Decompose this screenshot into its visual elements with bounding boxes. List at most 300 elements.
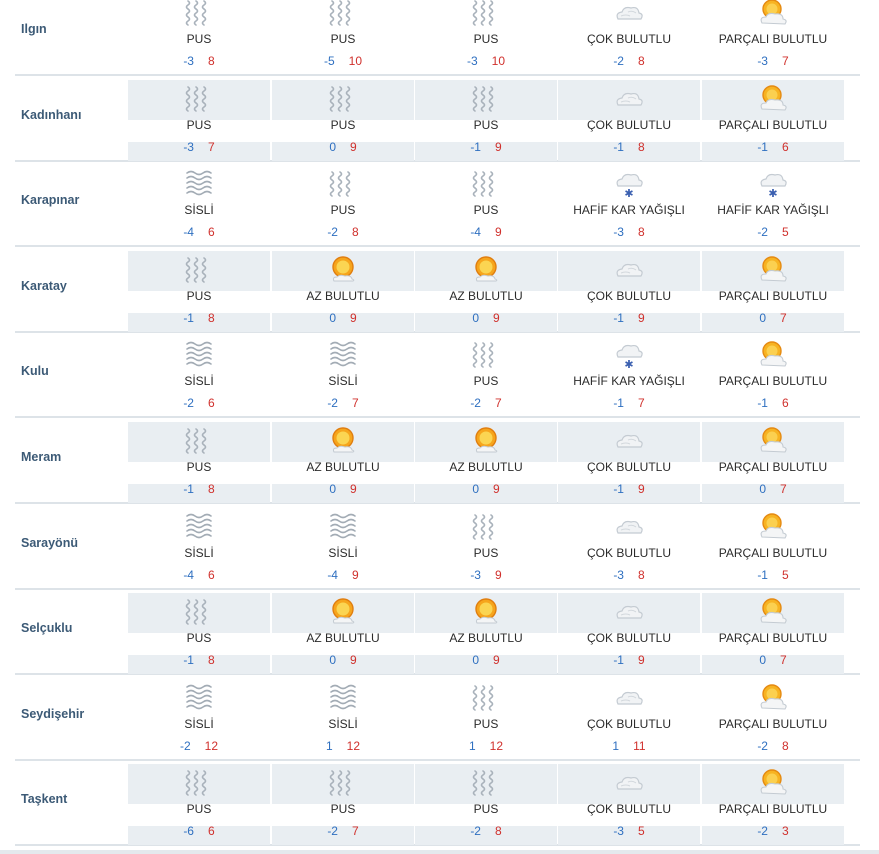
cloudy-icon xyxy=(612,0,646,27)
temperature-range xyxy=(558,482,700,496)
temperature-range xyxy=(272,396,414,410)
max-temp: 8 xyxy=(637,225,645,240)
max-temp: 7 xyxy=(781,54,789,68)
min-temp: -2 xyxy=(613,54,624,68)
min-temp: -2 xyxy=(757,225,768,240)
min-temp: -4 xyxy=(327,567,338,582)
forecast-day-cell xyxy=(272,336,414,418)
mist-icon xyxy=(469,0,503,27)
fog-icon xyxy=(182,682,216,712)
max-temp: 5 xyxy=(781,567,789,582)
city-row xyxy=(15,251,860,333)
city-row xyxy=(15,764,860,846)
temperature-range xyxy=(128,140,270,154)
forecast-day-cell xyxy=(272,165,414,247)
city-name: Karatay xyxy=(21,278,67,293)
condition-label: PUS xyxy=(473,716,499,731)
max-temp: 7 xyxy=(207,139,215,154)
condition-label: PUS xyxy=(473,802,499,817)
table-bottom-border xyxy=(0,850,879,854)
max-temp: 9 xyxy=(637,653,645,668)
forecast-day-cell xyxy=(272,251,414,333)
mist-icon xyxy=(469,682,503,712)
temperature-range xyxy=(272,568,414,582)
partly-cloudy-icon xyxy=(756,83,790,113)
temperature-range xyxy=(272,824,414,838)
forecast-day-cell xyxy=(702,165,844,247)
condition-label: PUS xyxy=(473,117,499,132)
temperature-range xyxy=(128,54,270,68)
max-temp: 8 xyxy=(207,310,215,325)
condition-label: SİSLİ xyxy=(328,545,358,560)
min-temp: -2 xyxy=(327,824,338,839)
mist-icon xyxy=(182,767,216,797)
max-temp: 8 xyxy=(207,54,215,68)
city-row xyxy=(15,422,860,504)
max-temp: 9 xyxy=(494,567,502,582)
forecast-day-cell xyxy=(272,422,414,504)
max-temp: 7 xyxy=(780,482,787,496)
condition-label: PARÇALI BULUTLU xyxy=(718,716,828,731)
min-temp: -2 xyxy=(470,824,481,839)
temperature-range xyxy=(558,739,700,753)
temperature-range xyxy=(415,140,557,154)
temperature-range xyxy=(702,140,844,154)
condition-label: ÇOK BULUTLU xyxy=(586,716,672,731)
temperature-range xyxy=(128,739,270,753)
max-temp: 8 xyxy=(207,482,215,496)
forecast-day-cell xyxy=(128,165,270,247)
condition-label: ÇOK BULUTLU xyxy=(586,802,672,817)
cloudy-icon xyxy=(612,682,646,712)
max-temp: 6 xyxy=(781,396,789,411)
forecast-day-cell xyxy=(128,336,270,418)
max-temp: 8 xyxy=(637,139,645,154)
temperature-range xyxy=(702,225,844,239)
mist-icon xyxy=(182,596,216,626)
forecast-day-cell xyxy=(415,508,557,590)
max-temp: 6 xyxy=(207,824,215,839)
condition-label: SİSLİ xyxy=(328,716,358,731)
min-temp: -3 xyxy=(757,54,768,68)
temperature-range xyxy=(558,653,700,667)
min-temp: -1 xyxy=(613,396,624,411)
min-temp: 0 xyxy=(759,310,766,325)
temperature-range xyxy=(272,54,414,68)
temperature-range xyxy=(702,482,844,496)
temperature-range xyxy=(415,482,557,496)
max-temp: 9 xyxy=(351,567,359,582)
condition-label: PUS xyxy=(186,117,212,132)
temperature-range xyxy=(128,311,270,325)
min-temp: -3 xyxy=(183,139,194,154)
temperature-range xyxy=(415,824,557,838)
city-name: Kulu xyxy=(21,364,49,379)
min-temp: -6 xyxy=(183,824,194,839)
temperature-range xyxy=(272,140,414,154)
max-temp: 12 xyxy=(204,738,219,753)
max-temp: 7 xyxy=(351,396,359,411)
fog-icon xyxy=(182,168,216,198)
mist-icon xyxy=(182,254,216,284)
forecast-day-cell xyxy=(558,251,700,333)
min-temp: 0 xyxy=(472,482,479,496)
forecast-day-cell xyxy=(272,593,414,675)
max-temp: 8 xyxy=(781,738,789,753)
temperature-range xyxy=(702,824,844,838)
temperature-range xyxy=(702,311,844,325)
temperature-range xyxy=(415,396,557,410)
temperature-range xyxy=(558,824,700,838)
condition-label: PARÇALI BULUTLU xyxy=(718,802,828,817)
min-temp: -1 xyxy=(470,139,481,154)
condition-label: PARÇALI BULUTLU xyxy=(718,117,828,132)
max-temp: 10 xyxy=(491,54,506,68)
forecast-day-cell xyxy=(415,251,557,333)
max-temp: 9 xyxy=(493,482,500,496)
min-temp: -2 xyxy=(470,396,481,411)
light-snow-icon xyxy=(756,168,790,198)
condition-label: PUS xyxy=(186,32,212,46)
min-temp: -1 xyxy=(613,310,624,325)
min-temp: -1 xyxy=(757,139,768,154)
temperature-range xyxy=(128,396,270,410)
max-temp: 3 xyxy=(781,824,789,839)
cloudy-icon xyxy=(612,254,646,284)
partly-cloudy-icon xyxy=(756,596,790,626)
forecast-day-cell xyxy=(702,508,844,590)
condition-label: PARÇALI BULUTLU xyxy=(718,631,828,646)
condition-label: HAFİF KAR YAĞIŞLI xyxy=(573,203,685,218)
condition-label: PUS xyxy=(330,32,356,46)
max-temp: 8 xyxy=(637,54,645,68)
mist-icon xyxy=(326,168,360,198)
forecast-day-cell xyxy=(128,679,270,761)
condition-label: PARÇALI BULUTLU xyxy=(718,288,828,303)
max-temp: 7 xyxy=(637,396,645,411)
forecast-day-cell xyxy=(415,679,557,761)
max-temp: 7 xyxy=(494,396,502,411)
temperature-range xyxy=(272,739,414,753)
mist-icon xyxy=(326,83,360,113)
min-temp: -4 xyxy=(183,567,194,582)
partly-cloudy-icon xyxy=(756,254,790,284)
condition-label: HAFİF KAR YAĞIŞLI xyxy=(717,203,829,218)
light-snow-icon xyxy=(612,168,646,198)
forecast-day-cell xyxy=(415,336,557,418)
condition-label: AZ BULUTLU xyxy=(306,460,380,474)
forecast-day-cell xyxy=(415,80,557,162)
cloudy-icon xyxy=(612,511,646,541)
condition-label: AZ BULUTLU xyxy=(306,631,380,646)
temperature-range xyxy=(702,739,844,753)
forecast-day-cell xyxy=(128,0,270,76)
forecast-day-cell xyxy=(415,593,557,675)
condition-label: PARÇALI BULUTLU xyxy=(718,32,828,46)
condition-label: PUS xyxy=(473,374,499,389)
min-temp: -3 xyxy=(613,225,624,240)
condition-label: HAFİF KAR YAĞIŞLI xyxy=(573,374,685,389)
forecast-day-cell xyxy=(558,165,700,247)
condition-label: PUS xyxy=(330,203,356,218)
max-temp: 7 xyxy=(780,653,787,668)
fog-icon xyxy=(326,682,360,712)
temperature-range xyxy=(558,54,700,68)
condition-label: PUS xyxy=(473,203,499,218)
forecast-day-cell xyxy=(558,0,700,76)
forecast-day-cell xyxy=(558,80,700,162)
mist-icon xyxy=(469,83,503,113)
min-temp: -1 xyxy=(183,310,194,325)
max-temp: 7 xyxy=(351,824,359,839)
condition-label: PUS xyxy=(186,631,212,646)
light-snow-icon xyxy=(612,339,646,369)
min-temp: 0 xyxy=(329,653,336,668)
min-temp: -3 xyxy=(466,54,478,68)
min-temp: -1 xyxy=(183,482,194,496)
condition-label: PUS xyxy=(186,288,212,303)
max-temp: 6 xyxy=(781,139,789,154)
min-temp: -4 xyxy=(183,225,194,240)
city-name: Karapınar xyxy=(21,193,80,208)
max-temp: 9 xyxy=(637,482,645,496)
condition-label: PUS xyxy=(330,802,356,817)
temperature-range xyxy=(702,54,844,68)
city-name: Sarayönü xyxy=(21,535,78,550)
temperature-range xyxy=(702,653,844,667)
temperature-range xyxy=(128,824,270,838)
forecast-day-cell xyxy=(128,422,270,504)
temperature-range xyxy=(128,653,270,667)
forecast-day-cell xyxy=(702,422,844,504)
mist-icon xyxy=(326,767,360,797)
temperature-range xyxy=(128,225,270,239)
city-row xyxy=(15,0,860,76)
condition-label: AZ BULUTLU xyxy=(449,460,523,474)
condition-label: PUS xyxy=(330,117,356,132)
temperature-range xyxy=(558,396,700,410)
forecast-day-cell xyxy=(272,508,414,590)
min-temp: -5 xyxy=(323,54,335,68)
mist-icon xyxy=(182,0,216,27)
mist-icon xyxy=(469,511,503,541)
mist-icon xyxy=(182,425,216,455)
min-temp: -2 xyxy=(327,225,338,240)
max-temp: 9 xyxy=(493,310,500,325)
max-temp: 9 xyxy=(350,139,357,154)
min-temp: -1 xyxy=(757,396,768,411)
partly-cloudy-icon xyxy=(756,0,790,27)
temperature-range xyxy=(415,311,557,325)
mostly-sunny-icon xyxy=(326,596,360,626)
temperature-range xyxy=(415,54,557,68)
condition-label: PUS xyxy=(473,32,499,46)
svg-text:✱: ✱ xyxy=(624,358,634,370)
mostly-sunny-icon xyxy=(326,425,360,455)
mist-icon xyxy=(326,0,360,27)
max-temp: 6 xyxy=(207,396,215,411)
temperature-range xyxy=(415,739,557,753)
temperature-range xyxy=(558,225,700,239)
min-temp: -2 xyxy=(183,396,194,411)
city-name: Taşkent xyxy=(21,792,68,807)
forecast-day-cell xyxy=(702,593,844,675)
city-name: Seydişehir xyxy=(21,706,85,721)
condition-label: AZ BULUTLU xyxy=(449,631,523,646)
condition-label: AZ BULUTLU xyxy=(449,288,523,303)
forecast-day-cell xyxy=(558,422,700,504)
city-row xyxy=(15,508,860,590)
fog-icon xyxy=(182,511,216,541)
forecast-day-cell xyxy=(415,422,557,504)
temperature-range xyxy=(272,311,414,325)
condition-label: ÇOK BULUTLU xyxy=(586,32,672,46)
mist-icon xyxy=(469,339,503,369)
condition-label: PARÇALI BULUTLU xyxy=(718,374,828,389)
temperature-range xyxy=(415,568,557,582)
city-row xyxy=(15,679,860,761)
condition-label: PUS xyxy=(186,460,212,474)
max-temp: 8 xyxy=(494,824,502,839)
max-temp: 12 xyxy=(346,738,361,753)
city-row xyxy=(15,165,860,247)
forecast-day-cell xyxy=(128,80,270,162)
max-temp: 8 xyxy=(207,653,215,668)
fog-icon xyxy=(326,511,360,541)
forecast-day-cell xyxy=(128,764,270,846)
min-temp: 0 xyxy=(472,310,479,325)
min-temp: 1 xyxy=(612,738,620,753)
max-temp: 9 xyxy=(493,653,500,668)
condition-label: PUS xyxy=(473,545,499,560)
min-temp: 0 xyxy=(472,653,479,668)
forecast-day-cell xyxy=(272,679,414,761)
forecast-day-cell xyxy=(558,679,700,761)
forecast-day-cell xyxy=(702,251,844,333)
temperature-range xyxy=(702,396,844,410)
min-temp: -2 xyxy=(179,738,191,753)
min-temp: -1 xyxy=(613,653,624,668)
forecast-day-cell xyxy=(558,508,700,590)
max-temp: 6 xyxy=(207,225,215,240)
forecast-day-cell xyxy=(702,0,844,76)
condition-label: ÇOK BULUTLU xyxy=(586,460,672,474)
forecast-day-cell xyxy=(272,80,414,162)
temperature-range xyxy=(415,225,557,239)
mist-icon xyxy=(182,83,216,113)
mist-icon xyxy=(469,767,503,797)
cloudy-icon xyxy=(612,83,646,113)
forecast-day-cell xyxy=(415,0,557,76)
min-temp: -1 xyxy=(183,653,194,668)
condition-label: PARÇALI BULUTLU xyxy=(718,545,828,560)
min-temp: -1 xyxy=(613,482,624,496)
min-temp: -3 xyxy=(470,567,481,582)
condition-label: AZ BULUTLU xyxy=(306,288,380,303)
svg-text:✱: ✱ xyxy=(624,187,634,199)
temperature-range xyxy=(558,568,700,582)
max-temp: 7 xyxy=(780,310,787,325)
forecast-day-cell xyxy=(415,764,557,846)
cloudy-icon xyxy=(612,425,646,455)
min-temp: 1 xyxy=(468,738,476,753)
min-temp: 0 xyxy=(759,653,766,668)
mostly-sunny-icon xyxy=(469,425,503,455)
max-temp: 9 xyxy=(637,310,645,325)
mostly-sunny-icon xyxy=(469,254,503,284)
max-temp: 8 xyxy=(351,225,359,240)
mostly-sunny-icon xyxy=(326,254,360,284)
min-temp: -4 xyxy=(470,225,481,240)
condition-label: SİSLİ xyxy=(184,203,214,218)
svg-text:✱: ✱ xyxy=(768,187,778,199)
condition-label: SİSLİ xyxy=(184,716,214,731)
max-temp: 12 xyxy=(489,738,504,753)
forecast-day-cell xyxy=(702,336,844,418)
forecast-day-cell xyxy=(128,508,270,590)
fog-icon xyxy=(326,339,360,369)
max-temp: 9 xyxy=(350,310,357,325)
min-temp: -3 xyxy=(183,54,194,68)
forecast-day-cell xyxy=(702,764,844,846)
condition-label: SİSLİ xyxy=(184,545,214,560)
temperature-range xyxy=(558,140,700,154)
temperature-range xyxy=(415,653,557,667)
forecast-day-cell xyxy=(272,0,414,76)
min-temp: -2 xyxy=(327,396,338,411)
forecast-day-cell xyxy=(128,251,270,333)
min-temp: 0 xyxy=(329,139,336,154)
min-temp: -3 xyxy=(613,824,624,839)
forecast-day-cell xyxy=(702,80,844,162)
max-temp: 5 xyxy=(781,225,789,240)
city-name: Ilgın xyxy=(21,22,47,36)
min-temp: -3 xyxy=(613,567,624,582)
max-temp: 8 xyxy=(637,567,645,582)
city-row xyxy=(15,80,860,162)
condition-label: SİSLİ xyxy=(328,374,358,389)
forecast-day-cell xyxy=(558,336,700,418)
city-row xyxy=(15,336,860,418)
city-name: Meram xyxy=(21,450,62,464)
max-temp: 9 xyxy=(350,653,357,668)
temperature-range xyxy=(702,568,844,582)
temperature-range xyxy=(128,482,270,496)
partly-cloudy-icon xyxy=(756,425,790,455)
condition-label: ÇOK BULUTLU xyxy=(586,545,672,560)
cloudy-icon xyxy=(612,767,646,797)
forecast-day-cell xyxy=(272,764,414,846)
city-name: Kadınhanı xyxy=(21,107,82,122)
city-name: Selçuklu xyxy=(21,621,73,636)
condition-label: ÇOK BULUTLU xyxy=(586,631,672,646)
city-row xyxy=(15,593,860,675)
max-temp: 11 xyxy=(633,738,646,753)
min-temp: -1 xyxy=(757,567,768,582)
forecast-day-cell xyxy=(558,593,700,675)
min-temp: 1 xyxy=(325,738,333,753)
temperature-range xyxy=(128,568,270,582)
forecast-day-cell xyxy=(558,764,700,846)
max-temp: 10 xyxy=(348,54,363,68)
fog-icon xyxy=(182,339,216,369)
max-temp: 9 xyxy=(494,139,502,154)
partly-cloudy-icon xyxy=(756,767,790,797)
forecast-day-cell xyxy=(128,593,270,675)
temperature-range xyxy=(272,653,414,667)
condition-label: ÇOK BULUTLU xyxy=(586,288,672,303)
min-temp: -2 xyxy=(757,824,768,839)
